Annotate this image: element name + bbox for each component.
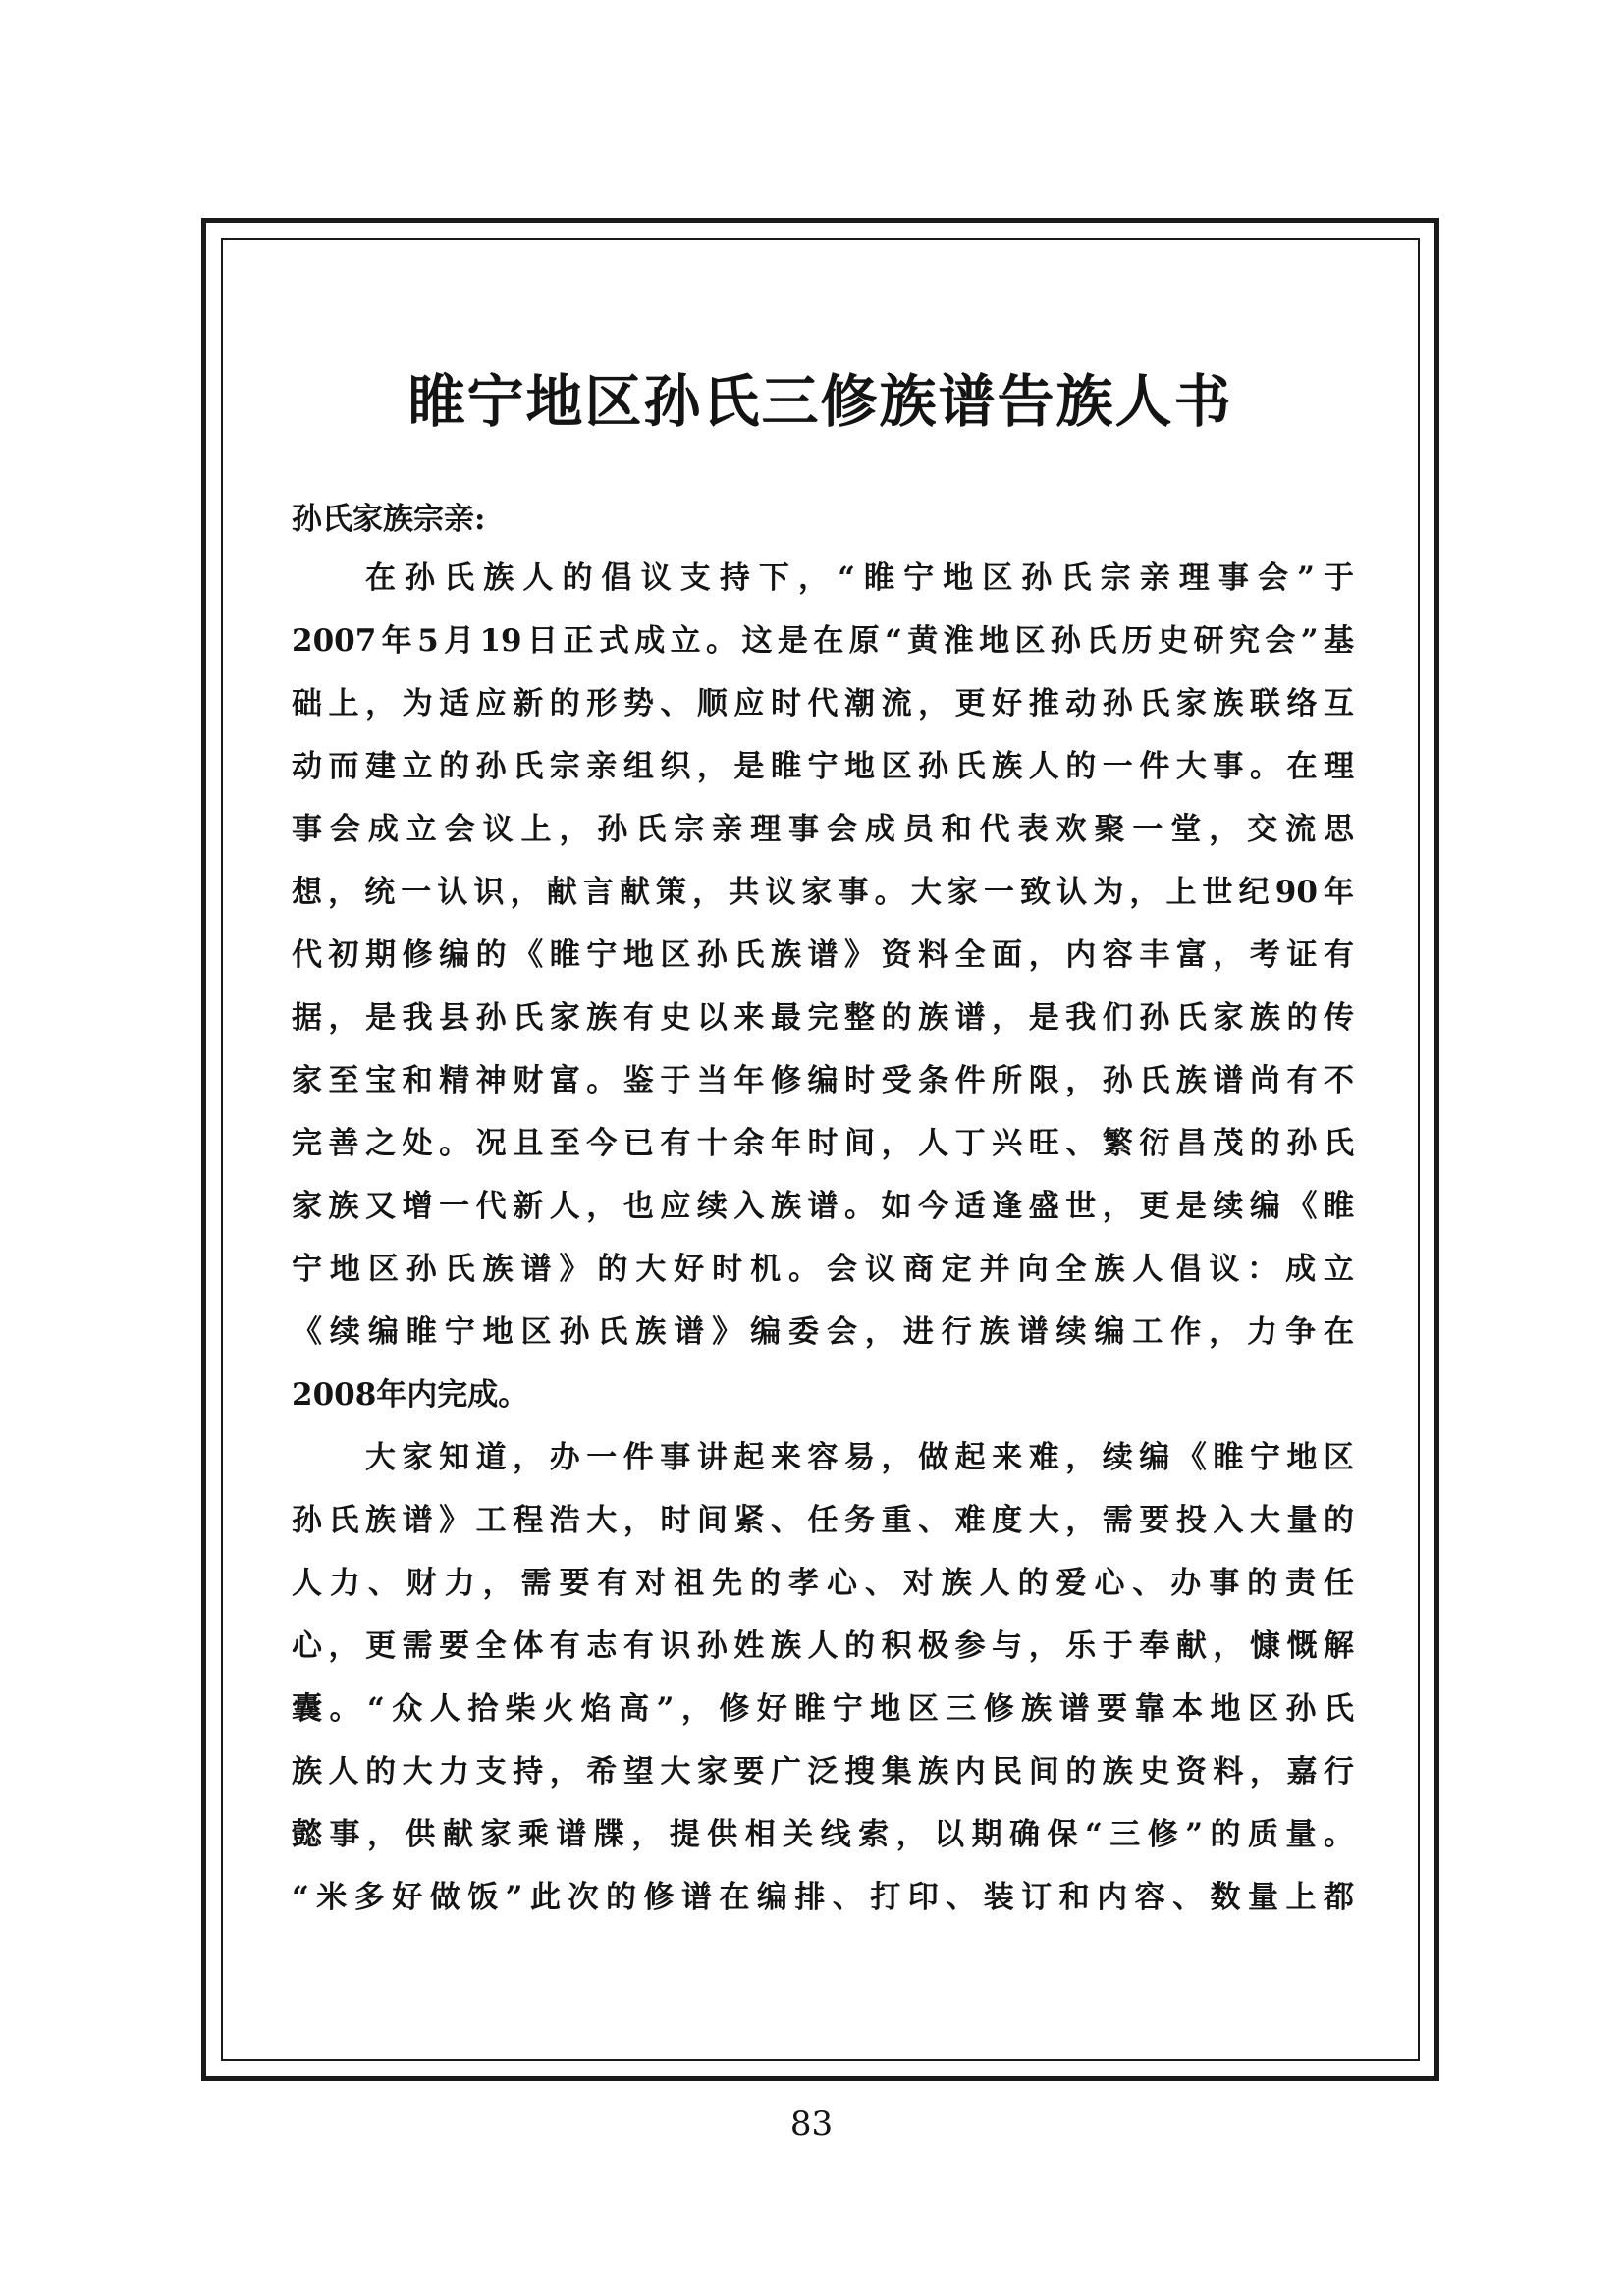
text-line: 大家知道，办一件事讲起来容易，做起来难，续编《睢宁地区 — [365, 1440, 1354, 1475]
text-line: 事会成立会议上，孙氏宗亲理事会成员和代表欢聚一堂，交流思 — [292, 812, 1354, 847]
text-line: 想，统一认识，献言献策，共议家事。大家一致认为，上世纪90年 — [292, 875, 1354, 910]
text-line: 完善之处。况且至今已有十余年时间，人丁兴旺、繁衍昌茂的孙氏 — [292, 1126, 1354, 1161]
text-line: “米多好做饭”此次的修谱在编排、打印、装订和内容、数量上都 — [292, 1880, 1354, 1915]
text-line: 代初期修编的《睢宁地区孙氏族谱》资料全面，内容丰富，考证有 — [292, 937, 1354, 973]
text-line: 懿事，供献家乘谱牒，提供相关线索，以期确保“三修”的质量。 — [292, 1817, 1354, 1852]
text-line: 宁地区孙氏族谱》的大好时机。会议商定并向全族人倡议：成立 — [292, 1252, 1354, 1287]
text-line: 动而建立的孙氏宗亲组织，是睢宁地区孙氏族人的一件大事。在理 — [292, 749, 1354, 784]
text-line: 据，是我县孙氏家族有史以来最完整的族谱，是我们孙氏家族的传 — [292, 1000, 1354, 1036]
text-line: 族人的大力支持，希望大家要广泛搜集族内民间的族史资料，嘉行 — [292, 1754, 1354, 1789]
text-line: 2007年5月19日正式成立。这是在原“黄淮地区孙氏历史研究会”基 — [292, 623, 1354, 659]
text-line: 在孙氏族人的倡议支持下，“睢宁地区孙氏宗亲理事会”于 — [365, 561, 1354, 596]
text-line: 囊。“众人拾柴火焰高”，修好睢宁地区三修族谱要靠本地区孙氏 — [292, 1691, 1354, 1727]
text-line: 孙氏族谱》工程浩大，时间紧、任务重、难度大，需要投入大量的 — [292, 1503, 1354, 1538]
text-line: 人力、财力，需要有对祖先的孝心、对族人的爱心、办事的责任 — [292, 1566, 1354, 1601]
text-line: 2008年内完成。 — [292, 1377, 529, 1413]
text-line: 心，更需要全体有志有识孙姓族人的积极参与，乐于奉献，慷慨解 — [292, 1629, 1354, 1664]
text-line: 家族又增一代新人，也应续入族谱。如今适逢盛世，更是续编《睢 — [292, 1189, 1354, 1224]
salutation: 孙氏家族宗亲: — [292, 502, 486, 537]
page-number: 83 — [789, 2105, 834, 2144]
text-line: 《续编睢宁地区孙氏族谱》编委会，进行族谱续编工作，力争在 — [292, 1314, 1354, 1350]
page-title: 睢宁地区孙氏三修族谱告族人书 — [407, 367, 1233, 435]
text-line: 础上，为适应新的形势、顺应时代潮流，更好推动孙氏家族联络互 — [292, 686, 1354, 721]
text-line: 家至宝和精神财富。鉴于当年修编时受条件所限，孙氏族谱尚有不 — [292, 1063, 1354, 1098]
